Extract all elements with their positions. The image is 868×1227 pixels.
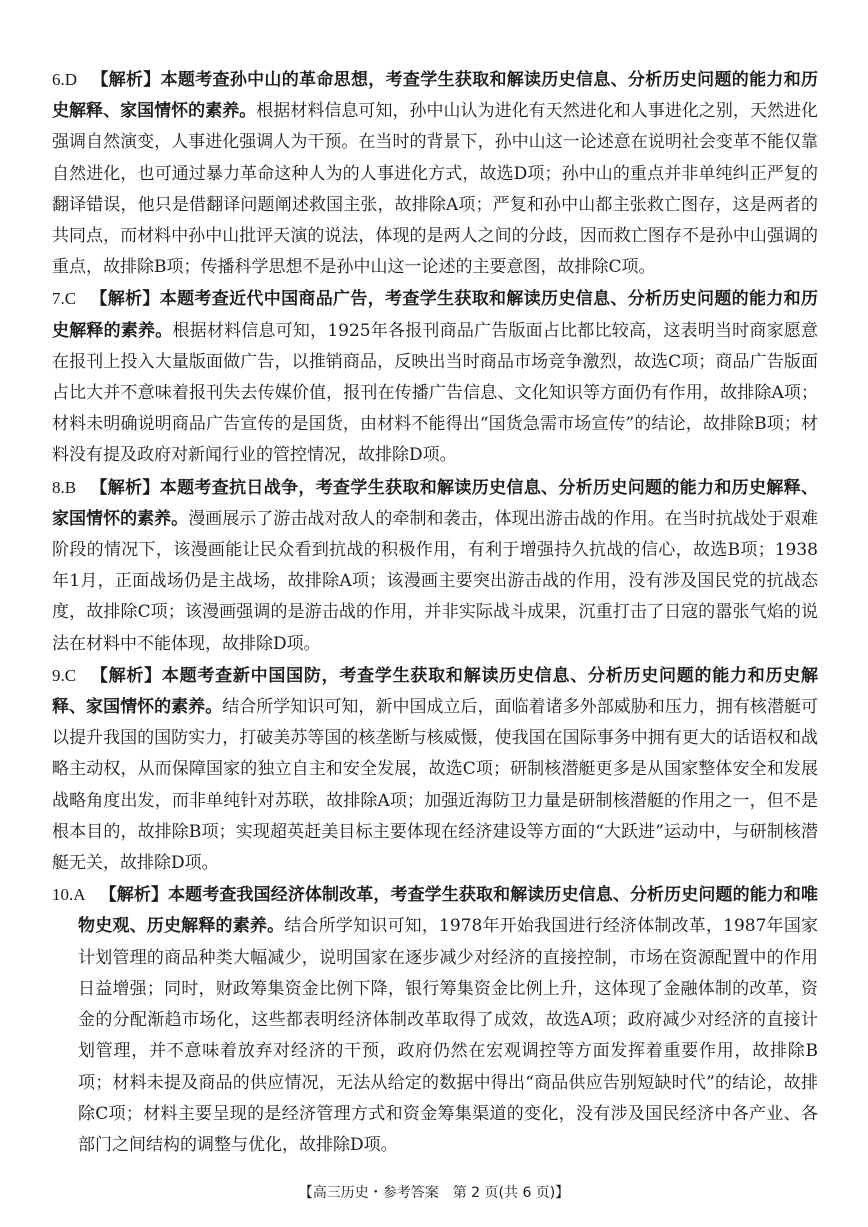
answer-letter: B <box>64 477 77 497</box>
answer-letter: D <box>64 70 78 89</box>
analysis-lead: 本题考查我国经济体制改革，考查学生获取和解读历史信息、分析历史问题的能力和唯物史观、历史解释的素养。 <box>78 885 819 937</box>
analysis-body: 根据材料信息可知，1925年各报刊商品广告版面占比都比较高，这表明当时商家愿意在报刊上投入大量版面做广告，以推销商品，反映出当时商品市场竞争激烈，故选C项；商品广告版面占比大并不意味着报刊失去传媒价值，报刊在传播广告信息、文化知识等方面仍有作用，故排除A项；材料未明确说明商品广告宣传的是国货，由材料不能得出“国货急需市场宣传”的结论，故排除B项；材料没有提及政府对新闻行业的管控情况，故排除D项。 <box>52 320 819 466</box>
answer-item-9 <box>52 660 818 879</box>
answer-letter: C <box>64 665 77 685</box>
analysis-lead: 本题考查抗日战争，考查学生获取和解读历史信息、分析历史问题的能力和历史解释、家国情怀的素养。 <box>52 477 818 529</box>
analysis-lead: 本题考查新中国国防，考查学生获取和解读历史信息、分析历史问题的能力和历史解释、家国情怀的素养。 <box>52 665 819 718</box>
analysis-lead: 本题考查近代中国商品广告，考查学生获取和解读历史信息、分析历史问题的能力和历史解释的素养。 <box>52 289 818 341</box>
analysis-tag: 【解析】 <box>99 885 169 906</box>
question-number: 7. <box>52 289 65 309</box>
analysis-body: 结合所学知识可知，新中国成立后，面临着诸多外部威胁和压力，拥有核潜艇可以提升我国的国防实力，打破美苏等国的核垄断与核威慑，使我国在国际事务中拥有更大的话语权和战略主动权，从而保障国家的独立自主和安全发展，故选C项；研制核潜艇更多是从国家整体安全和发展战略角度出发，而非单纯针对苏联，故排除A项；加强近海防卫力量是研制核潜艇的作用之一，但不是根本目的，故排除B项；实现超英赶美目标主要体现在经济建设等方面的“大跃进”运动中，与研制核潜艇无关，故排除D项。 <box>52 697 819 874</box>
answer-item-6 <box>52 64 818 283</box>
answer-letter: A <box>73 885 86 905</box>
question-number: 8. <box>52 477 65 497</box>
question-number: 6. <box>52 70 65 89</box>
answer-letter: C <box>64 289 77 309</box>
analysis-tag: 【解析】 <box>90 289 160 310</box>
analysis-body: 根据材料信息可知，孙中山认为进化有天然进化和人事进化之别，天然进化强调自然演变，人事进化强调人为干预。在当时的背景下，孙中山这一论述意在说明社会变革不能仅靠自然进化，也可通过暴力革命这种人为的人事进化方式，故选D项；孙中山的重点并非单纯纠正严复的翻译错误，他只是借翻译问题阐述救国主张，故排除A项；严复和孙中山都主张救亡图存，这是两者的共同点，而材料中孙中山批评天演的说法，体现的是两人之间的分歧，因而救亡图存不是孙中山强调的重点，故排除B项；传播科学思想不是孙中山这一论述的主要意图，故排除C项。 <box>52 101 819 278</box>
analysis-lead: 本题考查孙中山的革命思想，考查学生获取和解读历史信息、分析历史问题的能力和历史解释、家国情怀的素养。 <box>52 70 819 122</box>
answer-list <box>52 64 818 1161</box>
answer-item-8 <box>52 472 818 660</box>
analysis-tag: 【解析】 <box>91 70 161 90</box>
analysis-tag: 【解析】 <box>90 477 160 498</box>
question-number: 10. <box>52 885 74 905</box>
answer-item-7 <box>52 283 818 471</box>
analysis-body: 漫画展示了游击战对敌人的牵制和袭击，体现出游击战的作用。在当时抗战处于艰难阶段的情况下，该漫画能让民众看到抗战的积极作用，有利于增强持久抗战的信心，故选B项；1938年1月，正面战场仍是主战场，故排除A项；该漫画主要突出游击战的作用，没有涉及国民党的抗战态度，故排除C项；该漫画强调的是游击战的作用，并非实际战斗成果，沉重打击了日寇的嚣张气焰的说法在材料中不能体现，故排除D项。 <box>52 508 819 654</box>
answer-item-10 <box>52 879 818 1161</box>
analysis-tag: 【解析】 <box>90 665 162 686</box>
question-number: 9. <box>52 665 65 685</box>
analysis-body: 结合所学知识可知，1978年开始我国进行经济体制改革，1987年国家计划管理的商品种类大幅减少，说明国家在逐步减少对经济的直接控制，市场在资源配置中的作用日益增强；同时，财政筹集资金比例下降，银行筹集资金比例上升，这体现了金融体制的改革，资金的分配渐趋市场化，这些都表明经济体制改革取得了成效，故选A项；政府减少对经济的直接计划管理，并不意味着放弃对经济的干预，政府仍然在宏观调控等方面发挥着重要作用，故排除B项；材料未提及商品的供应情况，无法从给定的数据中得出“商品供应告别短缺时代”的结论，故排除C项；材料主要呈现的是经济管理方式和资金筹集渠道的变化，没有涉及国民经济中各产业、各部门之间结构的调整与优化，故排除D项。 <box>78 916 819 1155</box>
page-footer: 【高三历史・参考答案 第 2 页(共 6 页)】 <box>298 1185 570 1201</box>
